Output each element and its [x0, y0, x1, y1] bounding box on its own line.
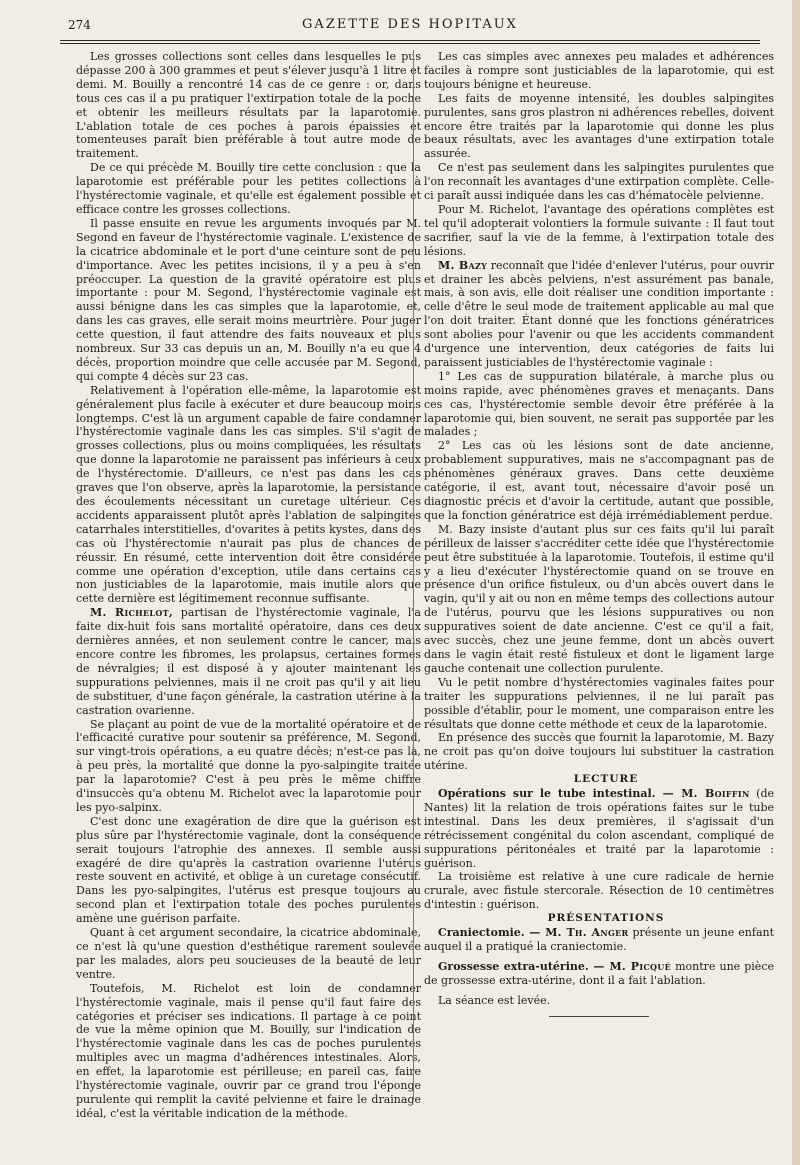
lecture-item: [424, 787, 774, 870]
item-title: Craniectomie.: [438, 926, 525, 940]
speaker-name: — M. Th. Anger: [524, 926, 629, 940]
paragraph: Quant à cet argument secondaire, la cicatrice abdominale, ce n'est là qu'une question d'esthétique rarement soulevée par les malades, alors peu soucieuses de la beauté de leur ventre.: [76, 926, 421, 981]
paragraph: Se plaçant au point de vue de la mortalité opératoire et de l'efficacité curative pour soutenir sa préférence, M. Segond, sur vingt-trois opérations, a eu quatre décès; n'est-ce pas là, à peu près, la mortalité que donne la pyo-salpingite traitée par la laparotomie? C'est à peu près le même chiffre d'insuccès qu'a obtenu M. Richelot avec la laparotomie pour les pyo-salpinx.: [76, 717, 421, 814]
paragraph: 1° Les cas de suppuration bilatérale, à marche plus ou moins rapide, avec phénomènes graves et menaçants. Dans ces cas, l'hystérectomie semble devoir être préférée à la laparotomie qui, bien souvent, ne serait pas supportée par les malades ;: [424, 369, 774, 439]
right-column: [424, 50, 774, 1017]
presentation-item: [424, 960, 774, 988]
page-edge: [792, 0, 800, 1165]
paragraph: Les cas simples avec annexes peu malades et adhérences faciles à rompre sont justiciables de la laparotomie, qui est toujours bénigne et heureuse.: [424, 50, 774, 91]
paragraph-text: reconnaît que l'idée d'enlever l'utérus, pour ouvrir et drainer les abcès pelviens, n'est assurément pas banale, mais, à son avis, elle doit réaliser une condition importante : celle d'être le seul mode de traitement applicable au mal que l'on doit traiter. Étant donné que les fonctions génératrices sont abolies pour l'avenir ou que les accidents commandent d'urgence une intervention, deux catégories de faits lui paraissent justiciables de l'hystérectomie vaginale :: [424, 258, 774, 369]
paragraph: La troisième est relative à une cure radicale de hernie crurale, avec fistule stercorale. Résection de 10 centimètres d'intestin : guérison.: [424, 870, 774, 912]
presentation-item: [424, 926, 774, 954]
paragraph-text: partisan de l'hystérectomie vaginale, l'a faite dix-huit fois sans mortalité opératoire, dans ces deux dernières années, et non seulement contre le cancer, mais encore contre les fibromes, les prolapsus, certaines formes de névralgies; il est disposé à y ajouter maintenant les suppurations pelviennes, mais il ne croit pas qu'il y ait lieu de substituer, d'une façon générale, la castration utérine à la castration ovarienne.: [76, 606, 421, 717]
journal-title: GAZETTE DES HOPITAUX: [302, 17, 518, 32]
page-header: [60, 14, 760, 38]
paragraph: En présence des succès que fournit la laparotomie, M. Bazy ne croit pas qu'on doive toujours lui substituer la castration utérine.: [424, 731, 774, 773]
paragraph: 2° Les cas où les lésions sont de date ancienne, probablement suppuratives, mais ne s'accompagnant pas de phénomènes généraux graves. Dans cette deuxième catégorie, il est, avant tout, nécessaire d'avoir posé un diagnostic précis et d'avoir la certitude, autant que possible, que la fonction génératrice est déjà irrémédiablement perdue.: [424, 439, 774, 522]
item-text: présente un jeune enfant auquel il a pratiqué la craniectomie.: [424, 926, 775, 953]
item-text: montre une pièce de grossesse extra-utérine, dont il a fait l'ablation.: [424, 959, 774, 987]
paragraph: C'est donc une exagération de dire que la guérison est plus sûre par l'hystérectomie vaginale, dont la conséquence serait toujours l'atrophie des annexes. Il semble aussi exagéré de dire qu'après la castration ovarienne l'utérus reste souvent en activité, et oblige à un curetage consécutif. Dans les pyo-salpingites, l'utérus est presque toujours au second plan et l'extirpation totale des poches purulentes amène une guérison parfaite.: [76, 814, 421, 926]
paragraph: Les grosses collections sont celles dans lesquelles le pus dépasse 200 à 300 grammes et peut s'élever jusqu'à 1 litre et demi. M. Bouilly a rencontré 14 cas de ce genre : or, dans tous ces cas il a pu pratiquer l'extirpation totale de la poche et obtenir les meilleurs résultats par la laparotomie. L'ablation totale de ces poches à parois épaissies et tomenteuses paraît bien préférable à tout autre mode de traitement.: [76, 50, 421, 161]
paragraph: Vu le petit nombre d'hystérectomies vaginales faites pour traiter les suppurations pelviennes, il ne lui paraît pas possible d'établir, pour le moment, une comparaison entre les résultats que donne cette méthode et ceux de la laparotomie.: [424, 675, 774, 731]
paragraph: Pour M. Richelot, l'avantage des opérations complètes est tel qu'il adopterait volontiers la formule suivante : Il faut tout sacrifier, sauf la vie de la femme, à l'extirpation totale des lésions.: [424, 202, 774, 258]
header-rule-thin: [60, 43, 760, 44]
paragraph: De ce qui précède M. Bouilly tire cette conclusion : que la laparotomie est préférable pour les petites collections à l'hystérectomie vaginale, et qu'elle est également possible et efficace contre les grosses collections.: [76, 161, 421, 216]
paragraph: [76, 606, 421, 717]
left-column: [76, 50, 421, 1121]
closing-line: La séance est levée.: [438, 993, 551, 1007]
paragraph: Toutefois, M. Richelot est loin de condamner l'hystérectomie vaginale, mais il pense qu'il faut faire des catégories et préciser ses indications. Il partage à ce point de vue la même opinion que M. Bouilly, sur l'indication de l'hystérectomie vaginale dans les cas de poches purulentes multiples avec un magma d'adhérences intestinales. Alors, en effet, la laparotomie est périlleuse; en pareil cas, faire l'hystérectomie vaginale, ouvrir par ce grand trou l'éponge purulente qui remplit la cavité pelvienne et faire le drainage idéal, c'est la véritable indication de la méthode.: [76, 981, 421, 1120]
section-title-lecture: LECTURE: [573, 773, 639, 786]
paragraph: [424, 259, 774, 370]
speaker-name: — M. Picqué: [588, 959, 671, 973]
speaker-name: M. Bazy: [438, 258, 488, 272]
item-title: Grossesse extra-utérine.: [438, 959, 589, 973]
item-title: Opérations sur le tube intestinal.: [438, 787, 656, 801]
page-number: 274: [68, 18, 91, 32]
speaker-name: — M. Boiffin: [655, 787, 750, 801]
column-divider: [413, 50, 414, 1100]
end-rule: [549, 1016, 649, 1017]
header-rule: [60, 40, 760, 41]
item-text: (de Nantes) lit la relation de trois opérations faites sur le tube intestinal. Dans les deux premières, il s'agissait d'un rétrécissement congénital du colon ascendant, compliqué de suppurations péritonéales et traité par la laparotomie : guérison.: [424, 787, 774, 870]
speaker-name: M. Richelot,: [90, 606, 174, 620]
paragraph: Il passe ensuite en revue les arguments invoqués par M. Segond en faveur de l'hystérectomie vaginale. L'existence de la cicatrice abdominale et le port d'une ceinture sont de peu d'importance. Avec les petites incisions, il y a peu à s'en préoccuper. La question de la gravité opératoire est plus importante : pour M. Segond, l'hystérectomie vaginale est aussi bénigne dans les cas simples que la laparotomie, et, dans les cas graves, elle serait moins meurtrière. Pour juger cette question, il faut attendre des faits nouveaux et plus nombreux. Sur 33 cas depuis un an, M. Bouilly n'a eu que 4 décès, proportion moindre que celle accusée par M. Segond, qui compte 4 décès sur 23 cas.: [76, 216, 421, 383]
section-title-presentations: PRÉSENTATIONS: [547, 912, 665, 925]
paragraph: M. Bazy insiste d'autant plus sur ces faits qu'il lui paraît périlleux de laisser s'accréditer cette idée que l'hystérectomie peut être substituée à la laparotomie. Toutefois, il estime qu'il y a lieu d'exécuter l'hystérectomie quand on se trouve en présence d'un orifice fistuleux, ou d'un abcès ouvert dans le vagin, qu'il y ait ou non en même temps des collections autour de l'utérus, pourvu que les lésions suppuratives ou non suppuratives soient de date ancienne. C'est ce qu'il a fait, avec succès, chez une jeune femme, dont un abcès ouvert dans le vagin était resté fistuleux et dont le ligament large gauche contenait une collection purulente.: [424, 522, 774, 675]
paragraph: Relativement à l'opération elle-même, la laparotomie est généralement plus facile à exécuter et dure beaucoup moins longtemps. C'est là un argument capable de faire condamner l'hystérectomie vaginale dans les cas simples. S'il s'agit de grosses collections, plus ou moins compliquées, les résultats que donne la laparotomie ne paraissent pas inférieurs à ceux de l'hystérectomie. D'ailleurs, ce n'est pas dans les cas graves que l'on observe, après la laparotomie, la persistance des écoulements nécessitant un curetage ultérieur. Ces accidents apparaissent plutôt après l'ablation de salpingites catarrhales interstitielles, d'ovarites à petits kystes, dans des cas où l'hystérectomie n'aurait pas plus de chances de réussir. En résumé, cette intervention doit être considérée comme une opération d'exception, utile dans certains cas non justiciables de la laparotomie, mais inutile alors que cette dernière est légitimement reconnue suffisante.: [76, 383, 421, 606]
paragraph: Ce n'est pas seulement dans les salpingites purulentes que l'on reconnaît les avantages d'une extirpation complète. Celle-ci paraît aussi indiquée dans les cas d'hématocèle pelvienne.: [424, 161, 774, 203]
paragraph: Les faits de moyenne intensité, les doubles salpingites purulentes, sans gros plastron ni adhérences rebelles, doivent encore être traités par la laparotomie qui donne les plus beaux résultats, avec les avantages d'une extirpation totale assurée.: [424, 91, 774, 161]
